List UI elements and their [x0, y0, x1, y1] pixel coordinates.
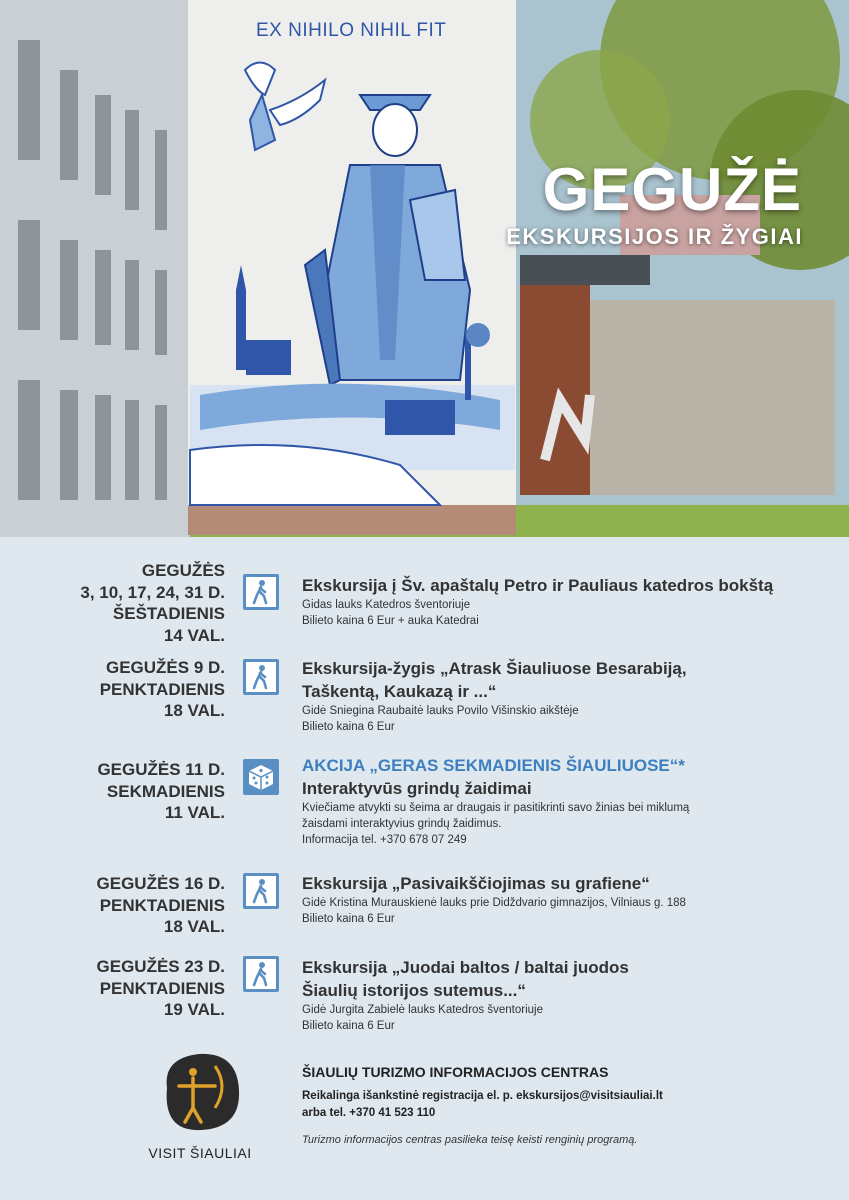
event-info [302, 574, 822, 629]
registration-info [302, 1088, 663, 1122]
archer-logo-icon [155, 1050, 245, 1134]
event-price: Bilieto kaina 6 Eur [302, 1020, 395, 1032]
event-price: Bilieto kaina 6 Eur [302, 721, 395, 733]
event-info [302, 956, 822, 1034]
walking-person-icon [243, 873, 279, 909]
program-change-note: Turizmo informacijos centras pasilieka teisę keisti renginių programą. [302, 1134, 638, 1146]
promo-label: AKCIJA „GERAS SEKMADIENIS ŠIAULIUOSE“* [302, 756, 685, 775]
walking-person-icon [243, 574, 279, 610]
event-info [302, 755, 822, 848]
walking-person-icon [243, 659, 279, 695]
event-price: Bilieto kaina 6 Eur [302, 913, 395, 925]
event-title: Interaktyvūs grindų žaidimai [302, 779, 532, 798]
walking-person-icon [243, 956, 279, 992]
event-title: Ekskursija-žygis „Atrask Šiauliuose Besarabiją, [302, 659, 687, 678]
event-title: Ekskursija „Juodai baltos / baltai juodos [302, 958, 629, 977]
mural-scene [0, 0, 849, 537]
event-detail: Gidė Kristina Murauskienė lauks prie Didždvario gimnazijos, Vilniaus g. 188 [302, 897, 686, 909]
event-detail: Gidė Jurgita Zabielė lauks Katedros šventoriuje [302, 1004, 543, 1016]
event-title: Šiaulių istorijos sutemus...“ [302, 981, 526, 1000]
dice-icon [243, 759, 279, 795]
registration-phone: arba tel. +370 41 523 110 [302, 1107, 436, 1119]
organization-name: ŠIAULIŲ TURIZMO INFORMACIJOS CENTRAS [302, 1064, 609, 1080]
event-title: Taškentą, Kaukazą ir ...“ [302, 682, 497, 701]
page-title: GEGUŽĖ [542, 156, 802, 223]
registration-email: Reikalinga išankstinė registracija el. p. ekskursijos@visitsiauliai.lt [302, 1090, 663, 1102]
page-subtitle: EKSKURSIJOS IR ŽYGIAI [506, 224, 803, 249]
visit-siauliai-logo [140, 1050, 260, 1161]
event-contact: Informacija tel. +370 678 07 249 [302, 834, 467, 846]
event-date: GEGUŽĖS 23 D. PENKTADIENIS 19 VAL. [96, 957, 225, 1019]
event-date: GEGUŽĖS 11 D. SEKMADIENIS 11 VAL. [97, 760, 225, 822]
event-detail: Gidė Sniegina Raubaitė lauks Povilo Višinskio aikštėje [302, 705, 579, 717]
mural-motto: EX NIHILO NIHIL FIT [256, 20, 447, 41]
event-title: Ekskursija „Pasivaikščiojimas su grafiene“ [302, 874, 650, 893]
event-date: GEGUŽĖS 16 D. PENKTADIENIS 18 VAL. [96, 874, 225, 936]
event-date: GEGUŽĖS 9 D. PENKTADIENIS 18 VAL. [99, 658, 225, 720]
event-price: Bilieto kaina 6 Eur + auka Katedrai [302, 615, 479, 627]
event-info [302, 872, 822, 927]
event-detail: Kviečiame atvykti su šeima ar draugais ir pasitikrinti savo žinias bei miklumą [302, 802, 690, 814]
event-date: GEGUŽĖS 3, 10, 17, 24, 31 D. ŠEŠTADIENIS 14 VAL. [80, 561, 225, 645]
event-detail: Gidas lauks Katedros šventoriuje [302, 599, 471, 611]
logo-text: VISIT ŠIAULIAI [148, 1145, 252, 1161]
event-detail: žaisdami interaktyvius grindų žaidimus. [302, 818, 502, 830]
event-info [302, 657, 822, 735]
event-title: Ekskursija į Šv. apaštalų Petro ir Pauliaus katedros bokštą [302, 576, 774, 595]
hero-photo [0, 0, 849, 537]
